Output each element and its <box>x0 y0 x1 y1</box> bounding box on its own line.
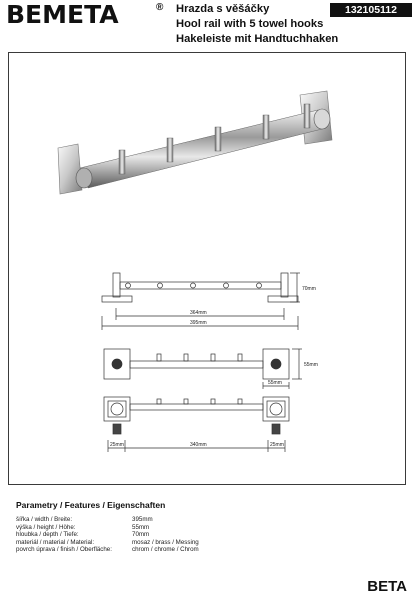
dim-inner-width: 364mm <box>190 310 207 316</box>
product-photo <box>58 91 332 194</box>
param-row <box>16 516 252 524</box>
parameters-table <box>16 516 252 554</box>
param-value: chrom / chrome / Chrom <box>132 546 199 554</box>
dim-total-width: 395mm <box>190 320 207 326</box>
dim-height-front: 55mm <box>304 362 318 368</box>
param-row <box>16 524 252 532</box>
param-row <box>16 531 252 539</box>
dim-bottom-left: 25mm <box>110 442 124 448</box>
title-english: Hool rail with 5 towel hooks <box>176 18 324 30</box>
series-name: BETA <box>367 578 407 595</box>
param-label: šířka / width / Breite: <box>16 516 73 523</box>
param-row <box>16 546 252 554</box>
param-value: 395mm <box>132 516 153 523</box>
registered-mark: ® <box>156 2 164 13</box>
dim-plate-width: 55mm <box>268 380 282 386</box>
param-value: 70mm <box>132 531 150 539</box>
param-value: mosaz / brass / Messing <box>132 538 199 546</box>
param-label: materiál / material / Material: <box>16 538 95 546</box>
title-german: Hakeleiste mit Handtuchhaken <box>176 33 339 45</box>
param-row <box>16 539 252 547</box>
parameters-title: Parametry / Features / Eigenschaften <box>16 500 166 510</box>
dim-height-top: 70mm <box>302 286 316 292</box>
dim-bottom-middle: 340mm <box>190 442 207 448</box>
param-label: hloubka / depth / Tiefe: <box>16 531 79 539</box>
logo-text: BEMETA <box>6 0 119 29</box>
dim-bottom-right: 25mm <box>270 442 284 448</box>
param-label: výška / height / Höhe: <box>16 523 76 531</box>
param-label: povrch úprava / finish / Oberfläche: <box>16 546 112 554</box>
product-code: 132105112 <box>330 3 412 17</box>
title-czech: Hrazda s věšáčky <box>176 3 270 15</box>
param-value: 55mm <box>132 523 150 531</box>
